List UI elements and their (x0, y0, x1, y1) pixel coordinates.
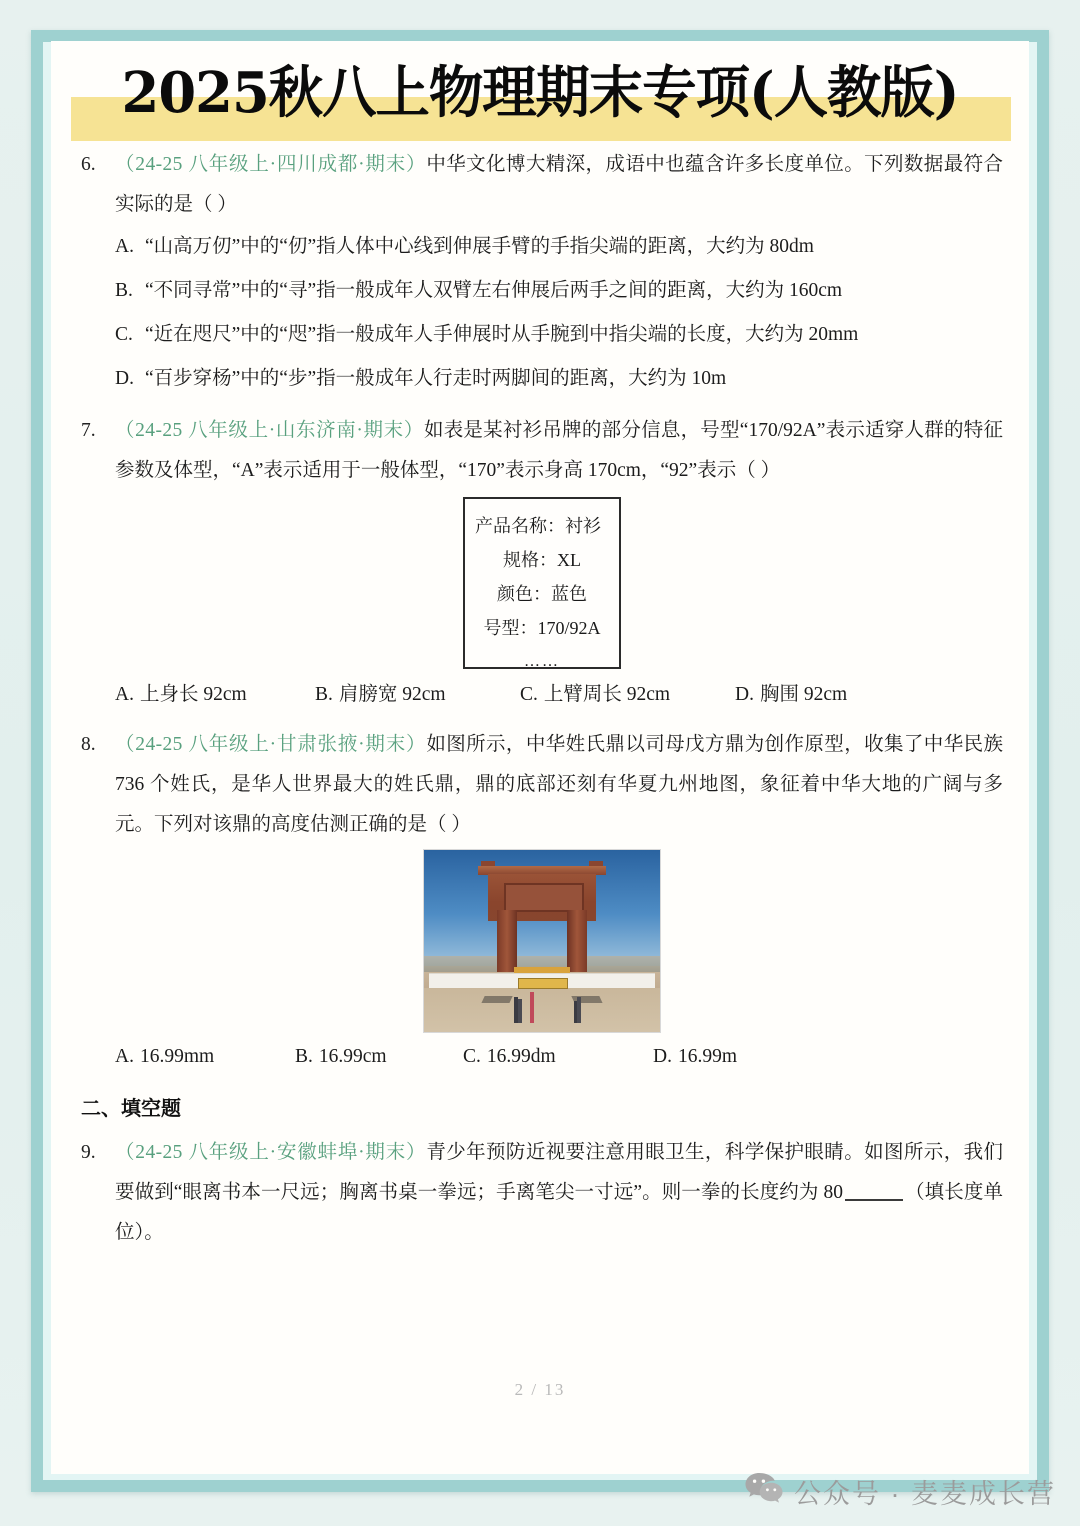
option-row[interactable] (315, 673, 520, 717)
question-8-options (81, 1035, 1003, 1079)
worksheet-page (51, 41, 1029, 1474)
question-9 (81, 1133, 1003, 1253)
question-7-source: （24-25 八年级上·山东济南·期末） (115, 420, 424, 441)
option-text: 肩膀宽 92cm (338, 684, 446, 705)
question-6 (81, 145, 1003, 225)
option-text: 胸围 92cm (759, 684, 848, 705)
option-label: B. (295, 1046, 313, 1067)
question-8-stem: 如图所示，中华姓氏鼎以司母戊方鼎为创作原型，收集了中华民族 736 个姓氏，是华人世界最大的姓氏鼎，鼎的底部还刻有华夏九州地图，象征着中华大地的广阔与多元。下列对该鼎的高度估测正确的是（ ） (115, 734, 1003, 835)
option-text: “山高万仞”中的“仞”指人体中心线到伸展手臂的手指尖端的距离，大约为 80dm (145, 236, 814, 257)
option-label: C. (115, 324, 133, 345)
option-text: 16.99cm (318, 1046, 387, 1067)
photo-person (530, 992, 534, 1023)
photo-shadow-left (481, 996, 513, 1003)
option-label: A. (115, 1046, 134, 1067)
tag-row-model: 号型：170/92A (483, 618, 601, 638)
option-row[interactable] (81, 225, 1003, 269)
option-row[interactable] (295, 1035, 463, 1079)
option-text: “不同寻常”中的“寻”指一般成年人双臂左右伸展后两手之间的距离，大约为 160cm (145, 280, 843, 301)
option-text: 16.99dm (486, 1046, 556, 1067)
option-row[interactable] (81, 269, 1003, 313)
question-9-number: 9. (81, 1142, 96, 1163)
wechat-icon (744, 1471, 784, 1512)
question-8 (81, 725, 1003, 845)
question-6-stem: 中华文化博大精深，成语中也蕴含许多长度单位。下列数据最符合实际的是（ ） (115, 154, 1003, 215)
option-label: A. (115, 236, 134, 257)
page-title: 2025秋八上物理期末专项(人教版) (121, 60, 959, 126)
photo-signboard (518, 978, 567, 989)
question-9-stem-after-blank: （填长度单位）。 (115, 1182, 1003, 1243)
option-row[interactable] (520, 673, 735, 717)
question-7-figure (81, 497, 1003, 669)
option-row[interactable] (653, 1035, 737, 1079)
option-label: D. (115, 368, 134, 389)
option-row[interactable] (463, 1035, 653, 1079)
questions-container (51, 139, 1029, 1253)
ding-leg-right (567, 910, 587, 972)
question-9-stem-before-blank: 青少年预防近视要注意用眼卫生，科学保护眼睛。如图所示，我们要做到“眼离书本一尺远；胸离书桌一拳远；手离笔尖一寸远”。则一拳的长度约为 80 (115, 1142, 1003, 1203)
option-row[interactable] (81, 313, 1003, 357)
question-7-options (81, 673, 1003, 717)
bronze-ding-photo (423, 849, 661, 1033)
question-6-body (115, 145, 1003, 225)
page-title-area (51, 53, 1029, 139)
photo-person (514, 997, 518, 1022)
option-label: D. (653, 1046, 672, 1067)
question-6-source: （24-25 八年级上·四川成都·期末） (115, 154, 427, 175)
question-6-number: 6. (81, 154, 96, 175)
option-label: A. (115, 684, 134, 705)
option-label: B. (315, 684, 333, 705)
option-label: C. (520, 684, 538, 705)
option-row[interactable] (81, 357, 1003, 401)
question-7-stem: 如表是某衬衫吊牌的部分信息，号型“170/92A”表示适穿人群的特征参数及体型，“A”表示适用于一般体型，“170”表示身高 170cm，“92”表示（ ） (115, 420, 1004, 481)
option-text: 上身长 92cm (139, 684, 247, 705)
question-7-body (115, 411, 1003, 491)
option-row[interactable] (735, 673, 847, 717)
option-text: 16.99mm (139, 1046, 215, 1067)
option-row[interactable] (115, 673, 315, 717)
question-9-body (115, 1133, 1003, 1253)
watermark-text: 公众号 · 麦麦成长营 (794, 1479, 1056, 1509)
option-row[interactable] (115, 1035, 295, 1079)
shirt-tag-box (463, 497, 621, 669)
page-number: 2 / 13 (514, 1380, 566, 1399)
option-label: D. (735, 684, 754, 705)
option-text: “百步穿杨”中的“步”指一般成年人行走时两脚间的距离，大约为 10m (145, 368, 727, 389)
question-7-number: 7. (81, 420, 96, 441)
tag-row-ellipsis: …… (524, 653, 560, 670)
option-label: C. (463, 1046, 481, 1067)
ding-leg-left (497, 910, 517, 972)
question-8-source: （24-25 八年级上·甘肃张掖·期末） (115, 734, 427, 755)
ding-inscription-panel (504, 883, 584, 912)
option-label: B. (115, 280, 133, 301)
option-text: “近在咫尺”中的“咫”指一般成年人手伸展时从手腕到中指尖端的长度，大约为 20mm (145, 324, 859, 345)
option-text: 上臂周长 92cm (543, 684, 671, 705)
watermark (744, 1471, 1056, 1512)
question-8-number: 8. (81, 734, 96, 755)
question-6-options (81, 225, 1003, 401)
photo-person (518, 999, 522, 1023)
tag-row-product-name: 产品名称：衬衫 (475, 516, 601, 536)
section-heading-fill-in-blank: 二、填空题 (81, 1098, 181, 1120)
question-8-body (115, 725, 1003, 845)
tag-row-size: 规格：XL (503, 550, 581, 570)
answer-blank[interactable] (845, 1199, 903, 1201)
photo-plaza (424, 988, 660, 1032)
question-9-source: （24-25 八年级上·安徽蚌埠·期末） (115, 1142, 427, 1163)
tag-row-color: 颜色：蓝色 (497, 584, 587, 604)
option-text: 16.99m (677, 1046, 738, 1067)
question-7 (81, 411, 1003, 491)
question-8-figure (81, 849, 1003, 1033)
photo-person (577, 997, 581, 1022)
